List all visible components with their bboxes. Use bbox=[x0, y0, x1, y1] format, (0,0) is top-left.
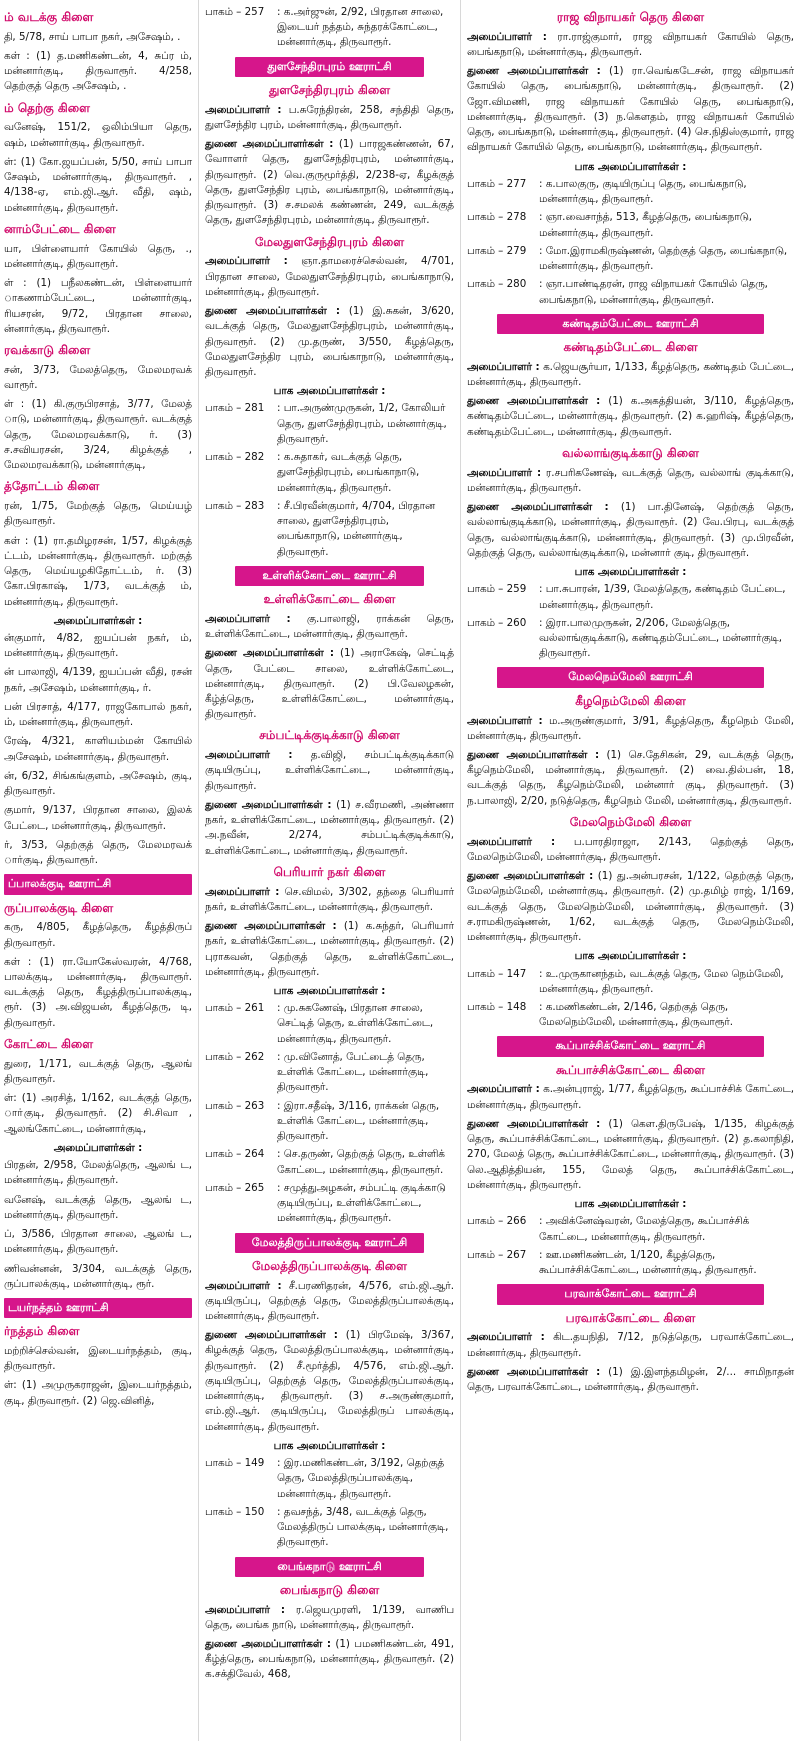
organizer-details: ப.சுரேந்திரன், 258, சந்திதி தெரு, துளசேந்திர புரம், மன்னார்குடி, திருவாரூர். bbox=[205, 103, 454, 131]
booth-organizer-details: : க.அர்ஜுன், 2/92, பிரதான சாலை, இடையர் நத்தம், சுந்தரக்கோட்டை, மன்னார்குடி, திருவாரூர். bbox=[277, 6, 444, 49]
organizer-entry bbox=[467, 394, 794, 440]
organizer-entry: ர், 3/53, தெற்குத் தெரு, மேலமரவக் ார்குடி, திருவாரூர். bbox=[4, 838, 192, 867]
organizer-details: (1) பிரமேஷ், 3/367, கிழக்குத் தெரு, மேலத்திருப்பாலக்குடி, மன்னார்குடி, திருவாரூர். (2) சீ.மூர்த்தி, 4/576, எம்.ஜி.ஆர். குடியிருப்பு, தெற்குத் தெரு, மேலத்திருப்பாலக்குடி, மன்னார்குடி, திருவாரூர். (3) ச.அருண்குமார், எம்.ஜி.ஆர். குடியிருப்பு, மேலத்திருப் பாலக்குடி, மன்னார்குடி, திருவாரூர். bbox=[205, 1329, 454, 1433]
booth-entry bbox=[467, 277, 794, 307]
organizer-details: (1) ச.வீரமணி, அண்ணா நகர், உள்ளிக்கோட்டை, மன்னார்குடி, திருவாரூர். (2) அ.நவீன், 2/274, சம்பட்டிக்குடிக்காடு, உள்ளிக்கோட்டை, மன்னார்குடி, திருவாரூர். bbox=[205, 798, 454, 857]
organizer-entry: ள்: (1) அரசித், 1/162, வடக்குத் தெரு, ாா்குடி, திருவாரூர். (2) சி.சிவா , ஆலங்கோட்டை, மன்னார்குடி, bbox=[4, 1092, 192, 1135]
role-label: அமைப்பாளர் : bbox=[467, 835, 556, 848]
organizer-entry bbox=[205, 1603, 454, 1633]
panchayat-heading: பரவாக்கோட்டை ஊராட்சி bbox=[497, 1284, 764, 1304]
booth-entry bbox=[467, 1248, 794, 1278]
branch-heading: ரவக்காடு கிளை bbox=[4, 343, 91, 357]
organizer-details: (1) பமணிகண்டன், 491, கீழ்த்தெரு, பைங்கநாடு, மன்னார்குடி, திருவாரூர். (2) க.சக்திவேல், 468, bbox=[205, 1638, 454, 1681]
booth-number: பாகம் – 259 bbox=[467, 583, 527, 596]
booth-number: பாகம் – 148 bbox=[467, 1001, 527, 1013]
role-label: அமைப்பாளர் : bbox=[205, 1279, 282, 1292]
booth-entry bbox=[467, 210, 794, 240]
branch-heading: னாம்பேட்டை கிளை bbox=[4, 221, 116, 236]
branch-heading: துளசேந்திரபுரம் கிளை bbox=[268, 82, 391, 97]
booth-organizer-details: : மு.சுகணேஷ், பிரதான சாலை, செட்டித் தெரு, உள்ளிக்கோட்டை, மன்னார்குடி, திருவாரூர். bbox=[277, 1002, 434, 1045]
organizer-entry: துரை, 1/171, வடக்குத் தெரு, ஆலங் திருவாரூர். bbox=[4, 1057, 192, 1085]
organizer-details: க.ஜெயசூர்யா, 1/133, கீழத்தெரு, கண்டிதம் பேட்டை, மன்னார்குடி, திருவாரூர். bbox=[467, 360, 794, 388]
booth-organizer-details: : ஞா.வைசாந்த், 513, கீழத்தெரு, பைங்கநாடு, மன்னார்குடி, திருவாரூர். bbox=[539, 211, 753, 239]
organizer-entry bbox=[205, 304, 454, 380]
organizer-details: (1) இ.இளந்தமிழன், 2/... சாமிநாதன் தெரு, பரவாக்கோட்டை, மன்னார்குடி, திருவாரூர். bbox=[467, 1365, 794, 1394]
booth-organizer-details: : க.பாலகுரு, குடியிருப்பு தெரு, பைங்கநாடு, மன்னார்குடி, திருவாரூர். bbox=[539, 177, 747, 206]
role-label: துணை அமைப்பாளர்கள் : bbox=[467, 1365, 601, 1378]
branch-heading: பரவாக்கோட்டை கிளை bbox=[565, 1310, 696, 1325]
booth-entry bbox=[205, 1181, 454, 1227]
booth-organizer-details: : பா.சுபாரன், 1/39, மேலத்தெரு, கண்டிதம் பேட்டை, மன்னார்குடி, திருவாரூர். bbox=[539, 583, 786, 611]
role-label: துணை அமைப்பாளர்கள் : bbox=[205, 305, 340, 318]
organizer-entry bbox=[205, 798, 454, 859]
booth-number: பாகம் – 278 bbox=[467, 211, 527, 224]
organizer-entry bbox=[467, 64, 794, 155]
organizer-entry: குமார், 9/137, பிரதான சாலை, இலக் பேட்டை, மன்னார்குடி, திருவாரூர். bbox=[4, 804, 192, 832]
booth-number: பாகம் – 260 bbox=[467, 616, 527, 629]
organizer-details: ர.ஜெயமுரளி, 1/139, வாணிப தெரு, பைங்க நாடு, மன்னார்குடி, திருவாரூர். bbox=[205, 1603, 454, 1631]
role-label: துணை அமைப்பாளர்கள் : bbox=[205, 798, 332, 811]
role-label: அமைப்பாளர் : bbox=[205, 749, 293, 762]
role-label: துணை அமைப்பாளர்கள் : bbox=[205, 920, 337, 933]
booth-entry bbox=[205, 499, 454, 560]
organizer-details: ர.சபரிகணேஷ், வடக்குத் தெரு, வல்லாங் குடிக்காடு, மன்னார்குடி, திருவாரூர். bbox=[467, 466, 794, 494]
branch-heading: ம் தெற்கு கிளை bbox=[4, 100, 90, 115]
organizer-details: க.அன்புராஜ், 1/77, கீழத்தெரு, கூப்பாச்சிக் கோட்டை, மன்னார்குடி, திருவாரூர். bbox=[467, 1083, 794, 1111]
branch-heading: வல்லாங்குடிக்காடு கிளை bbox=[562, 445, 699, 460]
organizer-entry bbox=[205, 103, 454, 133]
branch-heading: உள்ளிக்கோட்டை கிளை bbox=[263, 592, 396, 607]
role-label: அமைப்பாளர் : bbox=[467, 1083, 540, 1096]
organizer-entry bbox=[467, 500, 794, 561]
organizer-entry: ரேஷ், 4/321, காளியம்மன் கோயில் அசேஷம், மன்னார்குடி, திருவாரூர். bbox=[4, 735, 192, 763]
organizer-entry bbox=[205, 137, 454, 228]
organizer-entry: தி, 5/78, சாய் பாபா நகர், அசேஷம், . bbox=[4, 30, 181, 43]
organizer-details: (1) து.அன்பரசன், 1/122, தெற்குத் தெரு, மேலநெம்மேலி, மன்னார்குடி, திருவாரூர். (2) மு.தமிழ் ராஜ், 1/169, வடக்குத் தெரு, மேலநெம்மேலி, மன்னார்குடி, திருவாரூர். (3) ச.ராமகிருஷ்ணன், 1/62, வடக்குத் தெரு, மேலநெம்மேலி, மன்னார்குடி, திருவாரூர். bbox=[467, 870, 794, 944]
booth-entry bbox=[205, 1050, 454, 1096]
organizer-details: ஞா.தாமரைச்செல்வன், 4/701, பிரதான சாலை, மேலதுளசேந்திரபுரம், பைங்காநாடு, மன்னார்குடி, திருவாரூர். bbox=[205, 255, 454, 298]
organizer-details: (1) செ.தேசிகன், 29, வடக்குத் தெரு, கீழநெம்மேலி, மன்னார்குடி, திருவாரூர். (2) வை.தில்பன், 18, வடக்குத் தெரு, கீழநெம்மேலி, மன்னார் குடி, திருவாரூர். (3) ந.பாலாஜி, 2/20, நடுத்தெரு, கீழநெம் மேலி, மன்னார்குடி, திருவாரூர். bbox=[467, 748, 794, 807]
organizer-entry: சன், 3/73, மேலத்தெரு, மேலமரவக் வாரூர். bbox=[4, 363, 192, 391]
organizer-details: செ.விமல், 3/302, தந்தை பெரியார் நகர், உள்ளிக்கோட்டை, மன்னார்குடி, திருவாரூர். bbox=[205, 885, 454, 913]
organizer-entry: ள் : (1) பநீலகண்டன், பிள்ளையார் ாகணாம்பேட்டை, மன்னார்குடி, ரியசரன், 9/72, பிரதான சாலை, ன்னார்குடி, திருவாரூர். bbox=[4, 277, 192, 335]
branch-heading: த்தோட்டம் கிளை bbox=[4, 479, 100, 494]
booth-organizer-details: : க.மணிகண்டன், 2/146, தெற்குத் தெரு, மேலநெம்மேலி, மன்னார்குடி, திருவாரூர். bbox=[539, 1001, 734, 1029]
booth-organizers-heading: பாக அமைப்பாளர்கள் : bbox=[574, 160, 687, 173]
booth-number: பாகம் – 281 bbox=[205, 402, 265, 415]
booth-organizer-details: : ஞா.பாண்டிதரன், ராஜ விநாயகர் கோயில் தெரு, பைங்கநாடு, மன்னார்குடி, திருவாரூர். bbox=[539, 278, 768, 306]
booth-entry bbox=[467, 1000, 794, 1030]
role-label: அமைப்பாளர் : bbox=[467, 466, 542, 479]
role-label: அமைப்பாளர் : bbox=[205, 612, 291, 625]
booth-entry bbox=[205, 1001, 454, 1047]
role-label: அமைப்பாளர் : bbox=[467, 1331, 545, 1344]
organizer-entry: பிரதன், 2/958, மேலத்தெரு, ஆலங் ட, மன்னார்குடி, திருவாரூர். bbox=[4, 1159, 192, 1187]
panchayat-heading: துளசேந்திரபுரம் ஊராட்சி bbox=[235, 57, 424, 77]
role-label: அமைப்பாளர் : bbox=[467, 714, 543, 727]
booth-organizers-heading: பாக அமைப்பாளர்கள் : bbox=[574, 1198, 687, 1211]
organizer-details: கு.பாலாஜி, ராக்கன் தெரு, உள்ளிக்கோட்டை, மன்னார்குடி, திருவாரூர். bbox=[205, 612, 454, 641]
panchayat-heading: உள்ளிக்கோட்டை ஊராட்சி bbox=[235, 566, 424, 586]
booth-number: பாகம் – 263 bbox=[205, 1099, 265, 1112]
organizer-entry: ரன், 1/75, மேற்குத் தெரு, மெய்யழ் திருவாரூர். bbox=[4, 500, 192, 528]
branch-heading: ராஜ விநாயகர் தெரு கிளை bbox=[556, 10, 705, 24]
organizer-entry bbox=[467, 869, 794, 945]
booth-number: பாகம் – 267 bbox=[467, 1248, 527, 1261]
booth-organizer-details: : சீ.பிரவீன்குமார், 4/704, பிரதான சாலை, துளசேந்திரபுரம், பைங்காநாடு, மன்னார்குடி, திருவாரூர். bbox=[277, 499, 435, 558]
organizer-entry: வனேஷ், 151/2, ஒலிம்பியா தெரு, ஷம், மன்னார்குடி, திருவாரூர். bbox=[4, 121, 192, 149]
branch-heading: கூப்பாச்சிக்கோட்டை கிளை bbox=[556, 1062, 705, 1077]
organizer-details: ப.பாரதிராஜா, 2/143, தெற்குத் தெரு, மேலநெம்மேலி, மன்னார்குடி, திருவாரூர். bbox=[467, 835, 794, 863]
organizer-entry bbox=[467, 1365, 794, 1395]
organizer-entry bbox=[467, 1330, 794, 1360]
booth-entry bbox=[205, 450, 454, 496]
organizer-entry: கள் : (1) த.மணிகண்டன், 4, சுப்ர ம், மன்னார்குடி, திருவாரூர். 4/258, தெற்குத் தெரு அசேஷம், . bbox=[4, 49, 192, 93]
branch-heading: கண்டிதம்பேட்டை கிளை bbox=[563, 340, 698, 354]
organizer-details: (1) பாரஜகண்ணன், 67, வோாளர் தெரு, துளசேந்திரபுரம், மன்னார்குடி, திருவாரூர். (2) வெ.குருமூர்த்தி, 2/238-ஏ, கீழக்குத் தெரு, துளசேந்திர புரம், பைங்காநாடு, மன்னார்குடி, திருவாரூர். (3) ச.சமலக் கண்ணன், 249, வடக்குத் தெரு, துளசேந்திரபுரம், மன்னார்குடி, திருவாரூர். bbox=[205, 138, 454, 227]
booth-number: பாகம் – 149 bbox=[205, 1457, 265, 1470]
role-label: துணை அமைப்பாளர்கள் : bbox=[205, 647, 335, 660]
booth-organizers-heading: அமைப்பாளர்கள் : bbox=[53, 614, 143, 627]
branch-heading: கீழநெம்மேலி கிளை bbox=[575, 693, 686, 708]
organizer-details: (1) க.அகத்தியன், 3/110, கீழத்தெரு, கண்டிதம்பேட்டை, மன்னார்குடி, திருவாரூர். (2) க.ஹரிஷ், கீழத்தெரு, கண்டிதம்பேட்டை, மன்னார்குடி, திருவாரூர். bbox=[467, 395, 794, 438]
organizer-entry bbox=[205, 885, 454, 915]
role-label: அமைப்பாளர் : bbox=[467, 30, 547, 43]
booth-entry bbox=[467, 616, 794, 662]
booth-number: பாகம் – 282 bbox=[205, 451, 265, 464]
booth-number: பாகம் – 279 bbox=[467, 244, 527, 257]
booth-organizer-details: : க.சுதாகர், வடக்குத் தெரு, துளசேந்திரபுரம், பைங்காநாடு, மன்னார்குடி, திருவாரூர். bbox=[277, 451, 420, 494]
panchayat-heading: கண்டிதம்பேட்டை ஊராட்சி bbox=[497, 314, 764, 334]
booth-organizer-details: : மோ.இராமகிருஷ்ணன், தெற்குத் தெரு, பைங்கநாடு, மன்னார்குடி, திருவாரூர். bbox=[539, 244, 788, 273]
booth-entry bbox=[467, 177, 794, 207]
organizer-entry bbox=[467, 1082, 794, 1112]
booth-number: பாகம் – 266 bbox=[467, 1215, 527, 1228]
booth-number: பாகம் – 265 bbox=[205, 1181, 265, 1194]
booth-number: பாகம் – 277 bbox=[467, 177, 527, 190]
organizer-entry bbox=[467, 30, 794, 60]
panchayat-heading: மேலத்திருப்பாலக்குடி ஊராட்சி bbox=[235, 1233, 424, 1253]
booth-organizers-heading: பாக அமைப்பாளர்கள் : bbox=[574, 950, 687, 963]
organizer-details: (1) க.சுந்தர், பெரியார் நகர், உள்ளிக்கோட்டை, மன்னார்குடி, திருவாரூர். (2) புராகவன், தெற்குத் தெரு, உள்ளிக்கோட்டை, மன்னார்குடி, திருவாரூர். bbox=[205, 920, 454, 978]
organizer-entry: பன் பிரசாத், 4/177, ராஜகோபால் நகர், ம், மன்னார்குடி, திருவாரூர். bbox=[4, 700, 192, 729]
role-label: துணை அமைப்பாளர்கள் : bbox=[467, 65, 601, 78]
organizer-entry: ன், 6/32, சிங்கங்குளம், அசேஷம், குடி, திருவாரூர். bbox=[4, 769, 192, 798]
role-label: துணை அமைப்பாளர்கள் : bbox=[205, 1329, 338, 1342]
branch-heading: மேலநெம்மேலி கிளை bbox=[569, 814, 692, 829]
booth-organizers-heading: பாக அமைப்பாளர்கள் : bbox=[273, 1439, 386, 1452]
panchayat-heading: மேலநெம்மேலி ஊராட்சி bbox=[497, 667, 764, 687]
booth-organizers-heading: பாக அமைப்பாளர்கள் : bbox=[273, 985, 386, 997]
branch-heading: கோட்டை கிளை bbox=[4, 1036, 94, 1051]
booth-entry bbox=[205, 1505, 454, 1551]
organizer-entry: ப், 3/586, பிரதான சாலை, ஆலங் ட, மன்னார்குடி, திருவாரூர். bbox=[4, 1228, 192, 1256]
booth-organizer-details: : உ.முருகானந்தம், வடக்குத் தெரு, மேல நெம்மேலி, மன்னார்குடி, திருவாரூர். bbox=[539, 967, 784, 995]
booth-organizer-details: : அவிக்னேஷ்வரன், மேலத்தெரு, கூப்பாச்சிக் கோட்டை, மன்னார்குடி, திருவாரூர். bbox=[539, 1215, 750, 1243]
organizer-details: (1) அராகேஷ், செட்டித் தெரு, பேட்டை சாலை, உள்ளிக்கோட்டை, மன்னார்குடி, திருவாரூர். (2) பி.வேலழகன், கீழ்த்தெரு, உள்ளிக்கோட்டை, மன்னார்குடி, திருவாரூர். bbox=[205, 647, 454, 721]
panchayat-heading: ப்பாலக்குடி ஊராட்சி bbox=[4, 874, 192, 894]
booth-entry bbox=[467, 582, 794, 612]
organizer-entry: ன் பாலாஜி, 4/139, ஐயப்பன் வீதி, ரசன் நகர், அசேஷம், மன்னார்குடி, ர். bbox=[4, 666, 192, 694]
booth-number: பாகம் – 150 bbox=[205, 1505, 265, 1518]
role-label: துணை அமைப்பாளர்கள் : bbox=[205, 138, 334, 151]
booth-number: பாகம் – 261 bbox=[205, 1002, 265, 1015]
booth-organizer-details: : ஊ.மணிகண்டன், 1/120, கீழத்தெரு, கூப்பாச்சிக்கோட்டை, மன்னார்குடி, திருவாரூர். bbox=[539, 1248, 757, 1277]
branch-heading: பெரியார் நகர் கிளை bbox=[273, 864, 386, 879]
organizer-details: ம.அருண்குமார், 3/91, கீழத்தெரு, கீழநெம் மேலி, மன்னார்குடி, திருவாரூர். bbox=[467, 714, 794, 742]
branch-heading: ர்நத்தம் கிளை bbox=[4, 1324, 80, 1339]
booth-number: பாகம் – 283 bbox=[205, 499, 265, 512]
organizer-entry: வனேஷ், வடக்குத் தெரு, ஆலங் ட, மன்னார்குடி, திருவாரூர். bbox=[4, 1193, 192, 1221]
branch-heading: மேலதுளசேந்திரபுரம் கிளை bbox=[254, 234, 405, 249]
booth-entry bbox=[205, 5, 454, 51]
organizer-entry bbox=[205, 748, 454, 794]
booth-entry bbox=[205, 1099, 454, 1145]
organizer-entry bbox=[205, 1279, 454, 1325]
organizer-details: சீ.பரணிதரன், 4/576, எம்.ஜி.ஆர். குடியிருப்பு, தெற்குத் தெரு, மேலத்திருப்பாலக்குடி, மன்னார்குடி, திருவாரூர். bbox=[205, 1279, 454, 1322]
role-label: துணை அமைப்பாளர்கள் : bbox=[205, 1638, 331, 1650]
organizer-entry: கள் : (1) ரா.யோகேஸ்வரன், 4/768, பாலக்குடி, மன்னார்குடி, திருவாரூர். வடக்குத் தெரு, கீழத்திருப்பாலக்குடி, ரூர். (3) அ.விஜயன், கீழத்தெரு, டி, திருவாரூர். bbox=[4, 955, 192, 1029]
booth-entry bbox=[467, 967, 794, 997]
booth-number: பாகம் – 280 bbox=[467, 278, 527, 291]
organizer-details: த.விஜி, சம்பட்டிக்குடிக்காடு குடியிருப்பு, உள்ளிக்கோட்டை, மன்னார்குடி, திருவாரூர். bbox=[205, 749, 454, 792]
booth-organizer-details: : தவசந்த், 3/48, வடக்குத் தெரு, மேலத்திருப் பாலக்குடி, மன்னார்குடி, திருவாரூர். bbox=[277, 1505, 449, 1549]
organizer-entry: மற்றிச்செல்வன், இடையர்நத்தம், குடி, திருவாரூர். bbox=[4, 1345, 192, 1373]
organizer-entry bbox=[205, 646, 454, 722]
booth-entry bbox=[205, 1456, 454, 1502]
organizer-details: (1) இ.சுகன், 3/620, வடக்குத் தெரு, மேலதுளசேந்திரபுரம், மன்னார்குடி, திருவாரூர். (2) மு.தருண், 3/550, கீழத்தெரு, மேலதுளசேந்திர புரம், பைங்காநாடு, மன்னார்குடி, திருவாரூர். bbox=[205, 305, 455, 378]
booth-organizer-details: : இரா.சதீஷ், 3/116, ராக்கன் தெரு, உள்ளிக் கோட்டை, மன்னார்குடி, திருவாரூர். bbox=[277, 1099, 440, 1143]
organizer-entry bbox=[467, 748, 794, 809]
role-label: அமைப்பாளர் : bbox=[467, 360, 540, 373]
organizer-entry bbox=[205, 612, 454, 642]
booth-organizers-heading: பாக அமைப்பாளர்கள் : bbox=[574, 566, 687, 579]
organizer-entry bbox=[205, 254, 454, 300]
branch-heading: சம்பட்டிக்குடிக்காடு கிளை bbox=[259, 728, 400, 743]
organizer-entry: ன்குமார், 4/82, ஐயப்பன் நகர், ம், மன்னார்குடி, திருவாரூர். bbox=[4, 632, 192, 660]
branch-heading: மேலத்திருப்பாலக்குடி கிளை bbox=[251, 1258, 407, 1273]
organizer-entry bbox=[467, 466, 794, 496]
booth-entry bbox=[467, 244, 794, 274]
booth-number: பாகம் – 264 bbox=[205, 1148, 265, 1161]
booth-organizer-details: : இர.மணிகண்டன், 3/192, தெற்குத் தெரு, மேலத்திருப்பாலக்குடி, மன்னார்குடி, திருவாரூர். bbox=[277, 1457, 445, 1500]
organizer-details: ரா.ராஜ்குமார், ராஜ விநாயகர் கோயில் தெரு, பைங்கநாடு, மன்னார்குடி, திருவாரூர். bbox=[467, 30, 794, 58]
organizer-details: கிட.தயநிதி, 7/12, நடுத்தெரு, பரவாக்கோட்டை, மன்னார்குடி, திருவாரூர். bbox=[467, 1331, 794, 1359]
organizer-entry bbox=[205, 1328, 454, 1435]
booth-number: பாகம் – 147 bbox=[467, 967, 527, 980]
column-right bbox=[460, 0, 800, 1741]
booth-organizer-details: : செ.தருண், தெற்குத் தெரு, உள்ளிக் கோட்டை, மன்னார்குடி, திருவாரூர். bbox=[277, 1148, 445, 1176]
organizer-entry bbox=[467, 835, 794, 865]
organizer-entry: யா, பிள்ளையார் கோயில் தெரு, ., மன்னார்குடி, திருவாரூர். bbox=[4, 242, 192, 270]
booth-organizer-details: : பா.அருண்முருகன், 1/2, கோலியர் தெரு, துளசேந்திரபுரம், மன்னார்குடி, திருவாரூர். bbox=[277, 402, 447, 445]
organizer-details: (1) ரா.வெங்கடேசன், ராஜ விநாயகர் கோயில் தெரு, பைங்கநாடு, மன்னார்குடி, திருவாரூர். (2) ஜோ.விமணி, ராஜ விநாயகர் கோயில் தெரு, பைங்கநாடு, மன்னார்குடி, திருவாரூர். (3) ந.கௌதம், ராஜ விநாயகர் கோயில் தெரு, பைங்கநாடு, மன்னார்குடி, திருவாரூர். (4) செ.நிதிஸ்குமார், ராஜ விநாயகர் கோயில் தெரு, பைங்கநாடு, மன்னார்குடி, திருவாரூர். bbox=[467, 65, 794, 154]
role-label: அமைப்பாளர் : bbox=[205, 103, 282, 116]
booth-organizers-heading: பாக அமைப்பாளர்கள் : bbox=[273, 385, 386, 398]
panchayat-heading: கூப்பாச்சிக்கோட்டை ஊராட்சி bbox=[497, 1036, 764, 1056]
branch-heading: பைங்கநாடு கிளை bbox=[279, 1582, 380, 1597]
organizer-entry: கரு, 4/805, கீழத்தெரு, கீழத்திருப் திருவாரூர். bbox=[4, 921, 192, 949]
branch-heading: ம் வடக்கு கிளை bbox=[4, 10, 94, 24]
organizer-entry bbox=[205, 919, 454, 980]
role-label: துணை அமைப்பாளர்கள் : bbox=[467, 1117, 601, 1130]
organizer-entry: ள் : (1) கி.குருபிரசாத், 3/77, மேலத் ாடு, மன்னார்குடி, திருவாரூர். வடக்குத் தெரு, மேலமரவக்காடு, ர். (3) ச.சவியரசன், 3/24, கிழக்குத் , மேலமரவக்காடு, மன்னார்குடி, bbox=[4, 398, 192, 472]
booth-entry bbox=[205, 401, 454, 447]
booth-organizers-heading: அமைப்பாளர்கள் : bbox=[53, 1141, 143, 1154]
role-label: அமைப்பாளர் : bbox=[205, 255, 288, 268]
column-middle bbox=[198, 0, 460, 1741]
role-label: அமைப்பாளர் : bbox=[205, 885, 280, 898]
organizer-details: (1) பா.தினேஷ், தெற்குத் தெரு, வல்லாங்குடிக்காடு, மன்னார்குடி, திருவாரூர். (2) வே.பிரபு, வடக்குத் தெரு, வல்லாங்குடிக்காடு, மன்னார்குடி, திருவாரூர். (3) மு.பிரவீன், தெற்குத் தெரு, வல்லாங்குடிக்காடு, மன்னார் குடி, திருவாரூர். bbox=[467, 501, 794, 559]
role-label: துணை அமைப்பாளர்கள் : bbox=[467, 870, 594, 883]
role-label: துணை அமைப்பாளர்கள் : bbox=[467, 395, 601, 408]
booth-number: பாகம் – 262 bbox=[205, 1050, 265, 1063]
organizer-entry: ள்: (1) அமுருகராஜன், இடையர்நத்தம், குடி, திருவாரூர். (2) ஜெ.வினித், bbox=[4, 1379, 192, 1407]
column-left bbox=[0, 0, 198, 1741]
role-label: துணை அமைப்பாளர்கள் : bbox=[467, 501, 609, 514]
organizer-entry bbox=[467, 1117, 794, 1193]
organizer-entry bbox=[205, 1637, 454, 1683]
role-label: அமைப்பாளர் : bbox=[205, 1603, 286, 1616]
booth-organizer-details: : இரா.பாலமுருகன், 2/206, மேலத்தெரு, வல்லாங்குடிக்காடு, கண்டிதம்பேட்டை, மன்னார்குடி, திருவாரூர். bbox=[539, 616, 783, 660]
panchayat-heading: பைங்கநாடு ஊராட்சி bbox=[235, 1557, 424, 1577]
organizer-entry: கள் : (1) ரா.தமிழரசன், 1/57, கிழக்குத் ட்டம், மன்னார்குடி, திருவாரூர். மற்குத் தெரு, மெய்யழகிதோட்டம், ர். (3) கோ.பிரகாஷ், 1/73, வடக்குத் ம், மன்னார்குடி, திருவாரூர். bbox=[4, 534, 192, 608]
organizer-entry: ணிவன்னன், 3/304, வடக்குத் தெரு, ருப்பாலக்குடி, மன்னார்குடி, ரூர். bbox=[4, 1262, 192, 1290]
organizer-entry: ள்: (1) கோ.ஜயப்பன், 5/50, சாய் பாபா சேஷம், மன்னார்குடி, திருவாரூர். , 4/138-ஏ, எம்.ஜி.ஆர். வீதி, ஷம், மன்னார்குடி, திருவாரூர். bbox=[4, 155, 192, 214]
booth-organizer-details: : மு.வினோத், பேட்டைத் தெரு, உள்ளிக் கோட்டை, மன்னார்குடி, திருவாரூர். bbox=[277, 1050, 429, 1094]
organizer-entry bbox=[467, 714, 794, 744]
organizer-details: (1) கௌ.திருபேஷ், 1/135, கிழக்குத் தெரு, கூப்பாச்சிக்கோட்டை, மன்னார்குடி, திருவாரூர். (2) த.கலாநிதி, 270, மேலத் தெரு, கூப்பாச்சிக்கோட்டை, மன்னார்குடி, திருவாரூர். (3) லெ.ஆதித்தியன், 155, மேலத் தெரு, கூப்பாச்சிக்கோட்டை, மன்னார்குடி, திருவாரூர். bbox=[467, 1117, 794, 1191]
booth-entry bbox=[467, 1214, 794, 1244]
booth-number: பாகம் – 257 bbox=[205, 6, 265, 18]
booth-organizer-details: : சமுத்துஅழகன், சம்பட்டி குடிக்காடு குடியிருப்பு, உள்ளிக்கோட்டை, மன்னார்குடி, திருவாரூர். bbox=[277, 1181, 446, 1225]
panchayat-heading: டயர்நத்தம் ஊராட்சி bbox=[4, 1298, 192, 1318]
role-label: துணை அமைப்பாளர்கள் : bbox=[467, 748, 600, 761]
booth-entry bbox=[205, 1147, 454, 1177]
branch-heading: ருப்பாலக்குடி கிளை bbox=[4, 900, 114, 915]
organizer-entry bbox=[467, 360, 794, 390]
